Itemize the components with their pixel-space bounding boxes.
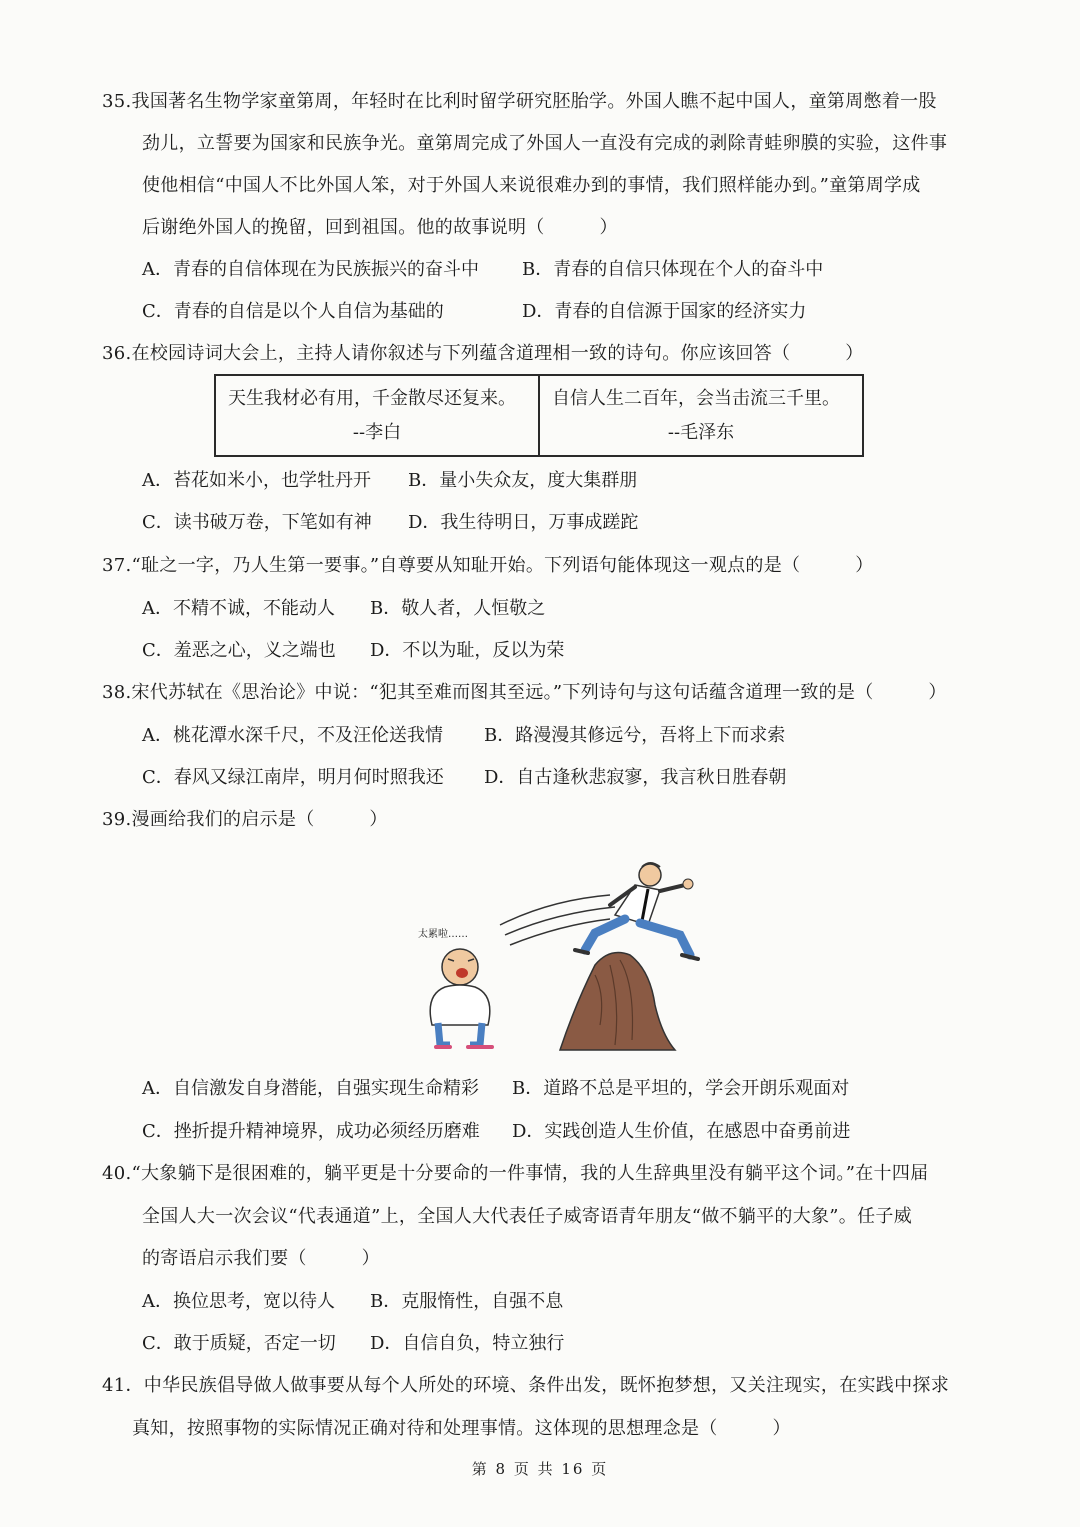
poem-author: --毛泽东 bbox=[667, 422, 735, 443]
q37-option-d[interactable]: D．不以为耻，反以为荣 bbox=[370, 640, 565, 661]
q36-option-a[interactable]: A．苔花如米小，也学牡丹开 bbox=[142, 470, 371, 491]
q38-option-a[interactable]: A．桃花潭水深千尺，不及汪伦送我情 bbox=[142, 725, 443, 746]
q37-line-1: 37.“耻之一字，乃人生第一要事。”自尊要从知耻开始。下列语句能体现这一观点的是（ ） bbox=[102, 555, 874, 576]
q39-line-1: 39.漫画给我们的启示是（ ） bbox=[102, 809, 388, 830]
q40-line-1: 40.“大象躺下是很困难的，躺平更是十分要命的一件事情，我的人生辞典里没有躺平这个词。”在十四届 bbox=[102, 1163, 929, 1184]
page-footer: 第 8 页 共 16 页 bbox=[471, 1460, 609, 1478]
q35-option-d[interactable]: D．青春的自信源于国家的经济实力 bbox=[522, 301, 807, 322]
poem-author: --李白 bbox=[352, 422, 402, 443]
q36-option-c[interactable]: C．读书破万卷，下笔如有神 bbox=[142, 512, 372, 533]
q39-option-c[interactable]: C．挫折提升精神境界，成功必须经历磨难 bbox=[142, 1121, 480, 1142]
q37-option-a[interactable]: A．不精不诚，不能动人 bbox=[142, 598, 335, 619]
q35-line-1: 35.我国著名生物学家童第周，年轻时在比利时留学研究胚胎学。外国人瞧不起中国人，童第周憋着一股 bbox=[102, 91, 937, 112]
q38-option-d[interactable]: D．自古逢秋悲寂寥，我言秋日胜春朝 bbox=[484, 767, 787, 788]
q35-line-3: 使他相信“中国人不比外国人笨，对于外国人来说很难办到的事情，我们照样能办到。”童第周学成 bbox=[142, 175, 921, 196]
q35-option-c[interactable]: C．青春的自信是以个人自信为基础的 bbox=[142, 301, 444, 322]
q40-line-3: 的寄语启示我们要（ ） bbox=[142, 1248, 380, 1269]
q40-option-b[interactable]: B．克服惰性，自强不息 bbox=[370, 1291, 564, 1312]
q37-option-c[interactable]: C．羞恶之心，义之端也 bbox=[142, 640, 336, 661]
poem-cell-mao-zedong bbox=[538, 376, 862, 455]
q38-option-b[interactable]: B．路漫漫其修远兮，吾将上下而求索 bbox=[484, 725, 786, 746]
q41-line-1: 41．中华民族倡导做人做事要从每个人所处的环境、条件出发，既怀抱梦想，又关注现实，在实践中探求 bbox=[102, 1375, 949, 1396]
q36-line-1: 36.在校园诗词大会上，主持人请你叙述与下列蕴含道理相一致的诗句。你应该回答（ ） bbox=[102, 343, 864, 364]
cartoon-image bbox=[410, 855, 710, 1060]
q36-option-d[interactable]: D．我生待明日，万事成蹉跎 bbox=[408, 512, 639, 533]
poem-table bbox=[214, 374, 864, 457]
q37-option-b[interactable]: B．敬人者，人恒敬之 bbox=[370, 598, 546, 619]
q35-line-2: 劲儿，立誓要为国家和民族争光。童第周完成了外国人一直没有完成的剥除青蛙卵膜的实验，这件事 bbox=[142, 133, 948, 154]
q39-option-d[interactable]: D．实践创造人生价值，在感恩中奋勇前进 bbox=[512, 1121, 851, 1142]
q40-option-c[interactable]: C．敢于质疑，否定一切 bbox=[142, 1333, 336, 1354]
q35-option-a[interactable]: A．青春的自信体现在为民族振兴的奋斗中 bbox=[142, 259, 479, 280]
poem-text: 自信人生二百年，会当击流三千里。 bbox=[552, 388, 840, 409]
q38-line-1: 38.宋代苏轼在《思治论》中说：“犯其至难而图其至远。”下列诗句与这句话蕴含道理一致的是（ ） bbox=[102, 682, 947, 703]
poem-cell-li-bai bbox=[216, 376, 538, 455]
q35-option-b[interactable]: B．青春的自信只体现在个人的奋斗中 bbox=[522, 259, 824, 280]
q38-option-c[interactable]: C．春风又绿江南岸，明月何时照我还 bbox=[142, 767, 444, 788]
poem-text: 天生我材必有用，千金散尽还复来。 bbox=[228, 388, 516, 409]
q41-line-2: 真知，按照事物的实际情况正确对待和处理事情。这体现的思想理念是（ ） bbox=[132, 1418, 791, 1439]
q36-option-b[interactable]: B．量小失众友，度大集群朋 bbox=[408, 470, 638, 491]
q40-option-a[interactable]: A．换位思考，宽以待人 bbox=[142, 1291, 335, 1312]
q39-option-b[interactable]: B．道路不总是平坦的，学会开朗乐观面对 bbox=[512, 1078, 850, 1099]
q35-line-4: 后谢绝外国人的挽留，回到祖国。他的故事说明（ ） bbox=[142, 217, 618, 238]
q40-line-2: 全国人大一次会议“代表通道”上，全国人大代表任子威寄语青年朋友“做不躺平的大象”。任子威 bbox=[142, 1206, 913, 1227]
cartoon-caption: 太累啦…… bbox=[418, 929, 468, 940]
q39-option-a[interactable]: A．自信激发自身潜能，自强实现生命精彩 bbox=[142, 1078, 479, 1099]
q40-option-d[interactable]: D．自信自负，特立独行 bbox=[370, 1333, 565, 1354]
